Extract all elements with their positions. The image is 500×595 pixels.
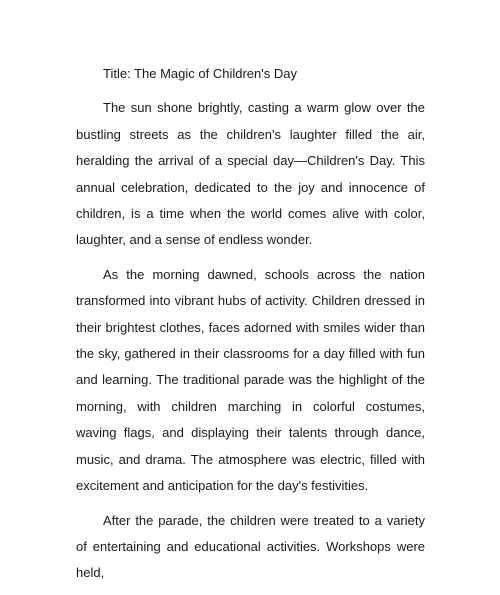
paragraph-3: After the parade, the children were treated to a variety of entertaining and educational activities. Workshops were held, xyxy=(76,512,425,581)
paragraph-2: As the morning dawned, schools across the nation transformed into vibrant hubs of activity. Children dressed in their brightest clothes, faces adorned with smiles wider than the sky, gathered in their classrooms for a day filled with fun and learning. The traditional parade was the highlight of the morning, with children marching in colorful costumes, waving flags, and displaying their talents through dance, music, and drama. The atmosphere was electric, filled with excitement and anticipation for the day's festivities. xyxy=(76,266,425,494)
paragraph-1: The sun shone brightly, casting a warm glow over the bustling streets as the children's laughter filled the air, heralding the arrival of a special day—Children's Day. This annual celebration, dedicated to the joy and innocence of children, is a time when the world comes alive with color, laughter, and a sense of endless wonder. xyxy=(76,100,425,248)
document-title: Title: The Magic of Children's Day xyxy=(103,66,297,81)
document-body xyxy=(76,61,425,595)
